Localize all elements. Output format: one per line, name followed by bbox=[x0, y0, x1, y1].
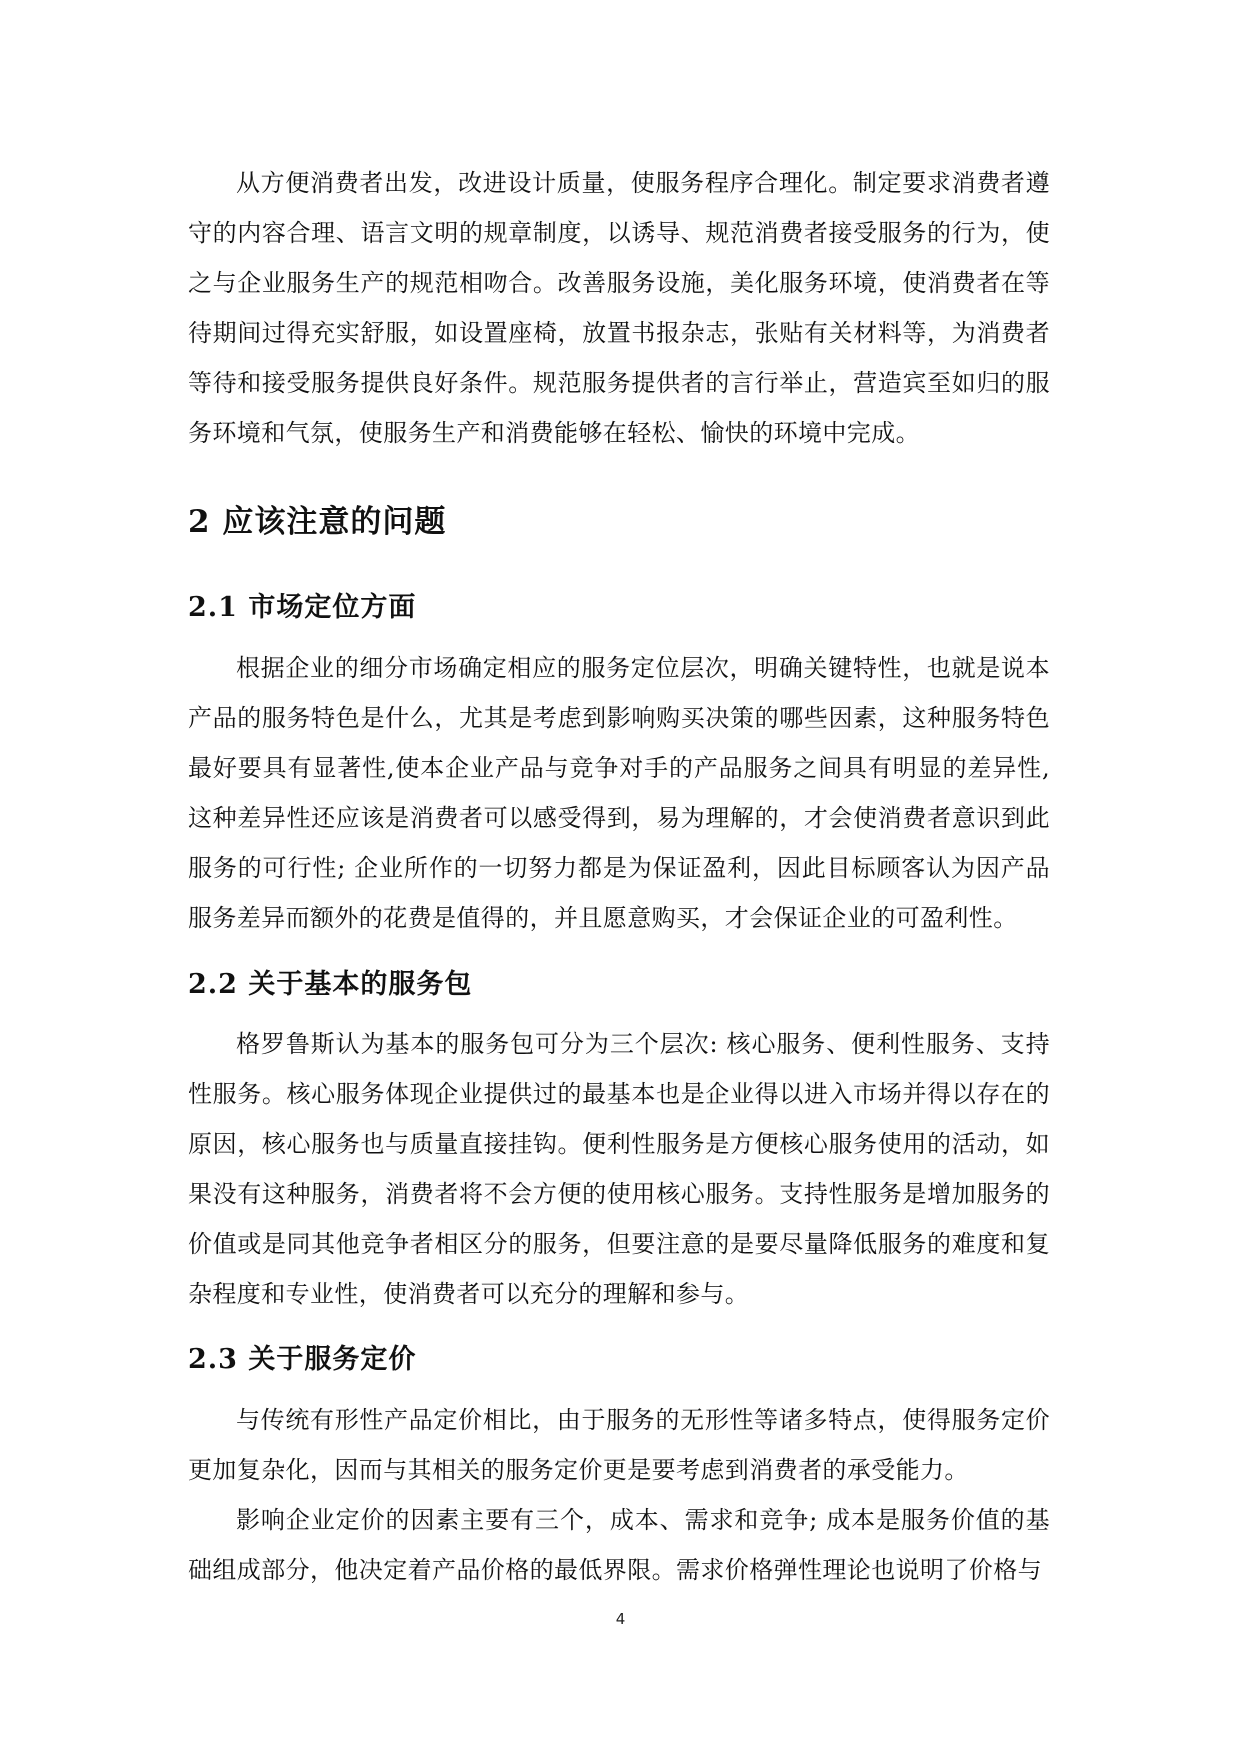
subsection-heading-2-3: 2.3 关于服务定价 bbox=[188, 1344, 417, 1375]
paragraph-2-3-b: 影响企业定价的因素主要有三个，成本、需求和竞争; 成本是服务价值的基础组成部分，他决定着产品价格的最低界限。需求价格弹性理论也说明了价格与 bbox=[188, 1506, 1050, 1584]
subsection-heading-2-1: 2.1 市场定位方面 bbox=[188, 592, 417, 623]
subsection-heading-2-2: 2.2 关于基本的服务包 bbox=[188, 969, 473, 1000]
paragraph-2-1: 根据企业的细分市场确定相应的服务定位层次，明确关键特性，也就是说本产品的服务特色是什么，尤其是考虑到影响购买决策的哪些因素，这种服务特色最好要具有显著性,使本企业产品与竞争对手的产品服务之间具有明显的差异性,这种差异性还应该是消费者可以感受得到，易为理解的，才会使消费者意识到此服务的可行性; 企业所作的一切努力都是为保证盈利，因此目标顾客认为因产品服务差异而额外的花费是值得的，并且愿意购买，才会保证企业的可盈利性。 bbox=[188, 654, 1050, 932]
paragraph-2-3-a: 与传统有形性产品定价相比，由于服务的无形性等诸多特点，使得服务定价更加复杂化，因而与其相关的服务定价更是要考虑到消费者的承受能力。 bbox=[188, 1406, 1050, 1484]
section-heading-2: 2 应该注意的问题 bbox=[188, 504, 447, 540]
paragraph-2-2: 格罗鲁斯认为基本的服务包可分为三个层次: 核心服务、便利性服务、支持性服务。核心服务体现企业提供过的最基本也是企业得以进入市场并得以存在的原因，核心服务也与质量直接挂钩。便利性服务是方便核心服务使用的活动，如果没有这种服务，消费者将不会方便的使用核心服务。支持性服务是增加服务的价值或是同其他竞争者相区分的服务，但要注意的是要尽量降低服务的难度和复杂程度和专业性，使消费者可以充分的理解和参与。 bbox=[188, 1030, 1050, 1308]
paragraph-intro: 从方便消费者出发，改进设计质量，使服务程序合理化。制定要求消费者遵守的内容合理、语言文明的规章制度，以诱导、规范消费者接受服务的行为，使之与企业服务生产的规范相吻合。改善服务设施，美化服务环境，使消费者在等待期间过得充实舒服，如设置座椅，放置书报杂志，张贴有关材料等，为消费者等待和接受服务提供良好条件。规范服务提供者的言行举止，营造宾至如归的服务环境和气氛，使服务生产和消费能够在轻松、愉快的环境中完成。 bbox=[188, 169, 1050, 447]
page-number: 4 bbox=[615, 1610, 626, 1628]
